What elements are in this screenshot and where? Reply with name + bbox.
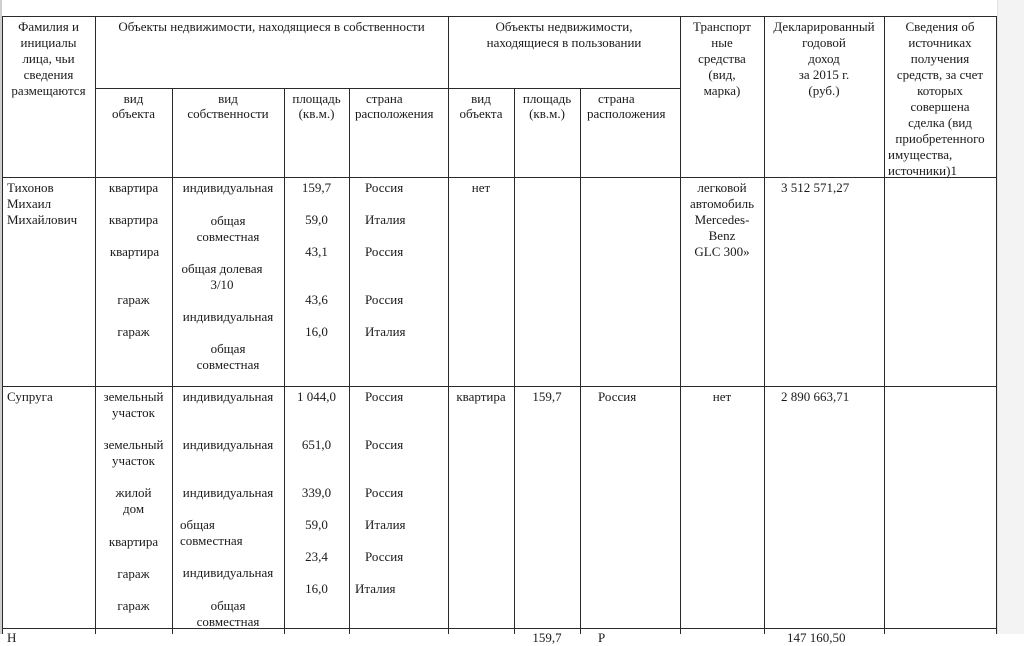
- subheader-owned-ownership: вид: [218, 91, 238, 106]
- subheader-used-country: страна: [598, 91, 635, 106]
- used-area: 159,7: [532, 389, 562, 404]
- owned-ownership: индивидуальная: [182, 389, 274, 404]
- owned-ownership: общая: [180, 517, 215, 532]
- header-sources-line: имущества,: [888, 147, 953, 162]
- row-divider-1: [2, 386, 997, 387]
- owned-ownership: общая: [210, 598, 246, 613]
- subheader-used-country: расположения: [587, 106, 666, 121]
- owned-country: Россия: [365, 292, 404, 307]
- owned-area: 43,1: [305, 244, 328, 259]
- owned-area: 339,0: [301, 485, 332, 500]
- used-type: квартира: [456, 389, 506, 404]
- used-area: 159,7: [532, 630, 562, 645]
- owned-ownership: совместная: [196, 229, 260, 244]
- transport: GLC 300»: [694, 244, 750, 259]
- subheader-used-type: объекта: [459, 106, 503, 121]
- transport: автомобиль: [689, 196, 755, 211]
- transport: Mercedes-: [694, 212, 750, 227]
- owned-country: Россия: [365, 437, 404, 452]
- declared-income: 147 160,50: [787, 630, 846, 645]
- person-name: Михайлович: [7, 212, 78, 227]
- owned-type: гараж: [117, 566, 150, 581]
- owned-ownership: индивидуальная: [182, 309, 274, 324]
- subheader-used-area: площадь: [522, 91, 572, 106]
- subheader-owned-ownership: собственности: [187, 106, 269, 121]
- header-person-line: Фамилия и: [18, 19, 79, 34]
- owned-country: Россия: [365, 244, 404, 259]
- header-sources-line: источники)1: [888, 163, 957, 178]
- used-country: Р: [598, 630, 606, 645]
- subheader-owned-area: (кв.м.): [298, 106, 335, 121]
- owned-area: 159,7: [301, 180, 332, 195]
- transport: легковой: [697, 180, 747, 195]
- owned-ownership: совместная: [196, 614, 260, 629]
- subheader-owned-country: страна: [366, 91, 403, 106]
- header-sources-line: которых: [917, 83, 963, 98]
- owned-area: 59,0: [305, 517, 328, 532]
- header-sources-line: получения: [910, 51, 970, 66]
- col-border-7: [580, 88, 581, 634]
- owned-ownership: совместная: [180, 533, 243, 548]
- subheader-used-area: (кв.м.): [529, 106, 565, 121]
- owned-country: Италия: [355, 581, 396, 596]
- subheader-used-type: вид: [471, 91, 491, 106]
- transport: Benz: [708, 228, 736, 243]
- header-transport-line: Транспорт: [693, 19, 751, 34]
- person-name: Н: [7, 630, 17, 645]
- col-border-4: [349, 88, 350, 634]
- owned-country: Италия: [365, 324, 406, 339]
- owned-type: участок: [112, 405, 155, 420]
- owned-type: квартира: [108, 180, 159, 195]
- header-sources-line: источниках: [908, 35, 972, 50]
- header-transport-line: средства: [698, 51, 746, 66]
- header-income-line: (руб.): [808, 83, 840, 98]
- owned-country: Италия: [365, 212, 406, 227]
- page-margin-strip: [997, 0, 1024, 634]
- header-used-group-line: находящиеся в пользовании: [486, 35, 642, 50]
- transport: нет: [712, 389, 732, 404]
- col-border-8: [680, 16, 681, 634]
- owned-ownership: общая: [210, 341, 246, 356]
- owned-country: Россия: [365, 180, 404, 195]
- owned-ownership: общая долевая: [181, 261, 263, 276]
- owned-type: гараж: [117, 324, 150, 339]
- header-sources-line: Сведения об: [905, 19, 975, 34]
- owned-ownership: индивидуальная: [182, 485, 274, 500]
- owned-ownership: общая: [210, 213, 246, 228]
- col-border-11: [996, 16, 997, 634]
- header-income-line: за 2015 г.: [798, 67, 850, 82]
- subheader-owned-type: объекта: [111, 106, 156, 121]
- owned-country: Италия: [365, 517, 406, 532]
- header-person-line: лица, чьи: [22, 51, 75, 66]
- owned-type: участок: [112, 453, 155, 468]
- used-type: нет: [471, 180, 491, 195]
- owned-ownership: индивидуальная: [182, 437, 274, 452]
- owned-country: Россия: [365, 549, 404, 564]
- table-border-top: [2, 16, 997, 17]
- declared-income: 2 890 663,71: [781, 389, 850, 404]
- owned-type: квартира: [108, 534, 159, 549]
- owned-area: 59,0: [305, 212, 328, 227]
- header-transport-line: ные: [711, 35, 733, 50]
- header-sources-line: совершена: [910, 99, 970, 114]
- header-owned-group: Объекты недвижимости, находящиеся в собственности: [118, 19, 425, 34]
- header-sources-line: сделка (вид: [908, 115, 972, 130]
- owned-type: гараж: [117, 598, 150, 613]
- owned-ownership: 3/10: [210, 277, 234, 292]
- used-country: Россия: [598, 389, 637, 404]
- owned-area: 16,0: [305, 581, 328, 596]
- owned-country: Россия: [365, 389, 404, 404]
- header-person-line: размещаются: [11, 83, 86, 98]
- owned-ownership: индивидуальная: [182, 180, 274, 195]
- owned-ownership: индивидуальная: [182, 565, 274, 580]
- row-divider-2: [2, 628, 997, 629]
- declared-income: 3 512 571,27: [781, 180, 850, 195]
- owned-area: 651,0: [301, 437, 332, 452]
- col-border-9: [764, 16, 765, 634]
- header-income-line: годовой: [802, 35, 846, 50]
- header-bottom-line: [2, 177, 997, 178]
- header-transport-line: марка): [703, 83, 741, 98]
- header-income-line: Декларированный: [773, 19, 875, 34]
- subheader-owned-area: площадь: [292, 91, 341, 106]
- owned-country: Россия: [365, 485, 404, 500]
- owned-area: 1 044,0: [297, 389, 336, 404]
- person-name: Супруга: [7, 389, 53, 404]
- header-split-line: [95, 88, 680, 89]
- owned-area: 23,4: [305, 549, 328, 564]
- header-transport-line: (вид,: [708, 67, 736, 82]
- header-person-line: сведения: [23, 67, 74, 82]
- owned-type: квартира: [108, 212, 159, 227]
- owned-type: жилой: [115, 485, 152, 500]
- owned-area: 43,6: [305, 292, 328, 307]
- subheader-owned-type: вид: [123, 91, 144, 106]
- owned-type: земельный: [103, 437, 164, 452]
- owned-type: дом: [122, 501, 145, 516]
- header-sources-line: средств, за счет: [896, 67, 984, 82]
- header-sources-line: приобретенного: [895, 131, 985, 146]
- header-used-group-line: Объекты недвижимости,: [495, 19, 633, 34]
- owned-type: земельный: [103, 389, 164, 404]
- owned-ownership: совместная: [196, 357, 260, 372]
- person-name: Михаил: [7, 196, 52, 211]
- owned-area: 16,0: [305, 324, 328, 339]
- person-name: Тихонов: [7, 180, 54, 195]
- owned-type: гараж: [117, 292, 150, 307]
- col-border-6: [514, 88, 515, 634]
- header-person-line: инициалы: [20, 35, 77, 50]
- owned-type: квартира: [109, 244, 160, 259]
- header-income-line: доход: [808, 51, 840, 66]
- col-border-0: [2, 16, 3, 634]
- subheader-owned-country: расположения: [355, 106, 434, 121]
